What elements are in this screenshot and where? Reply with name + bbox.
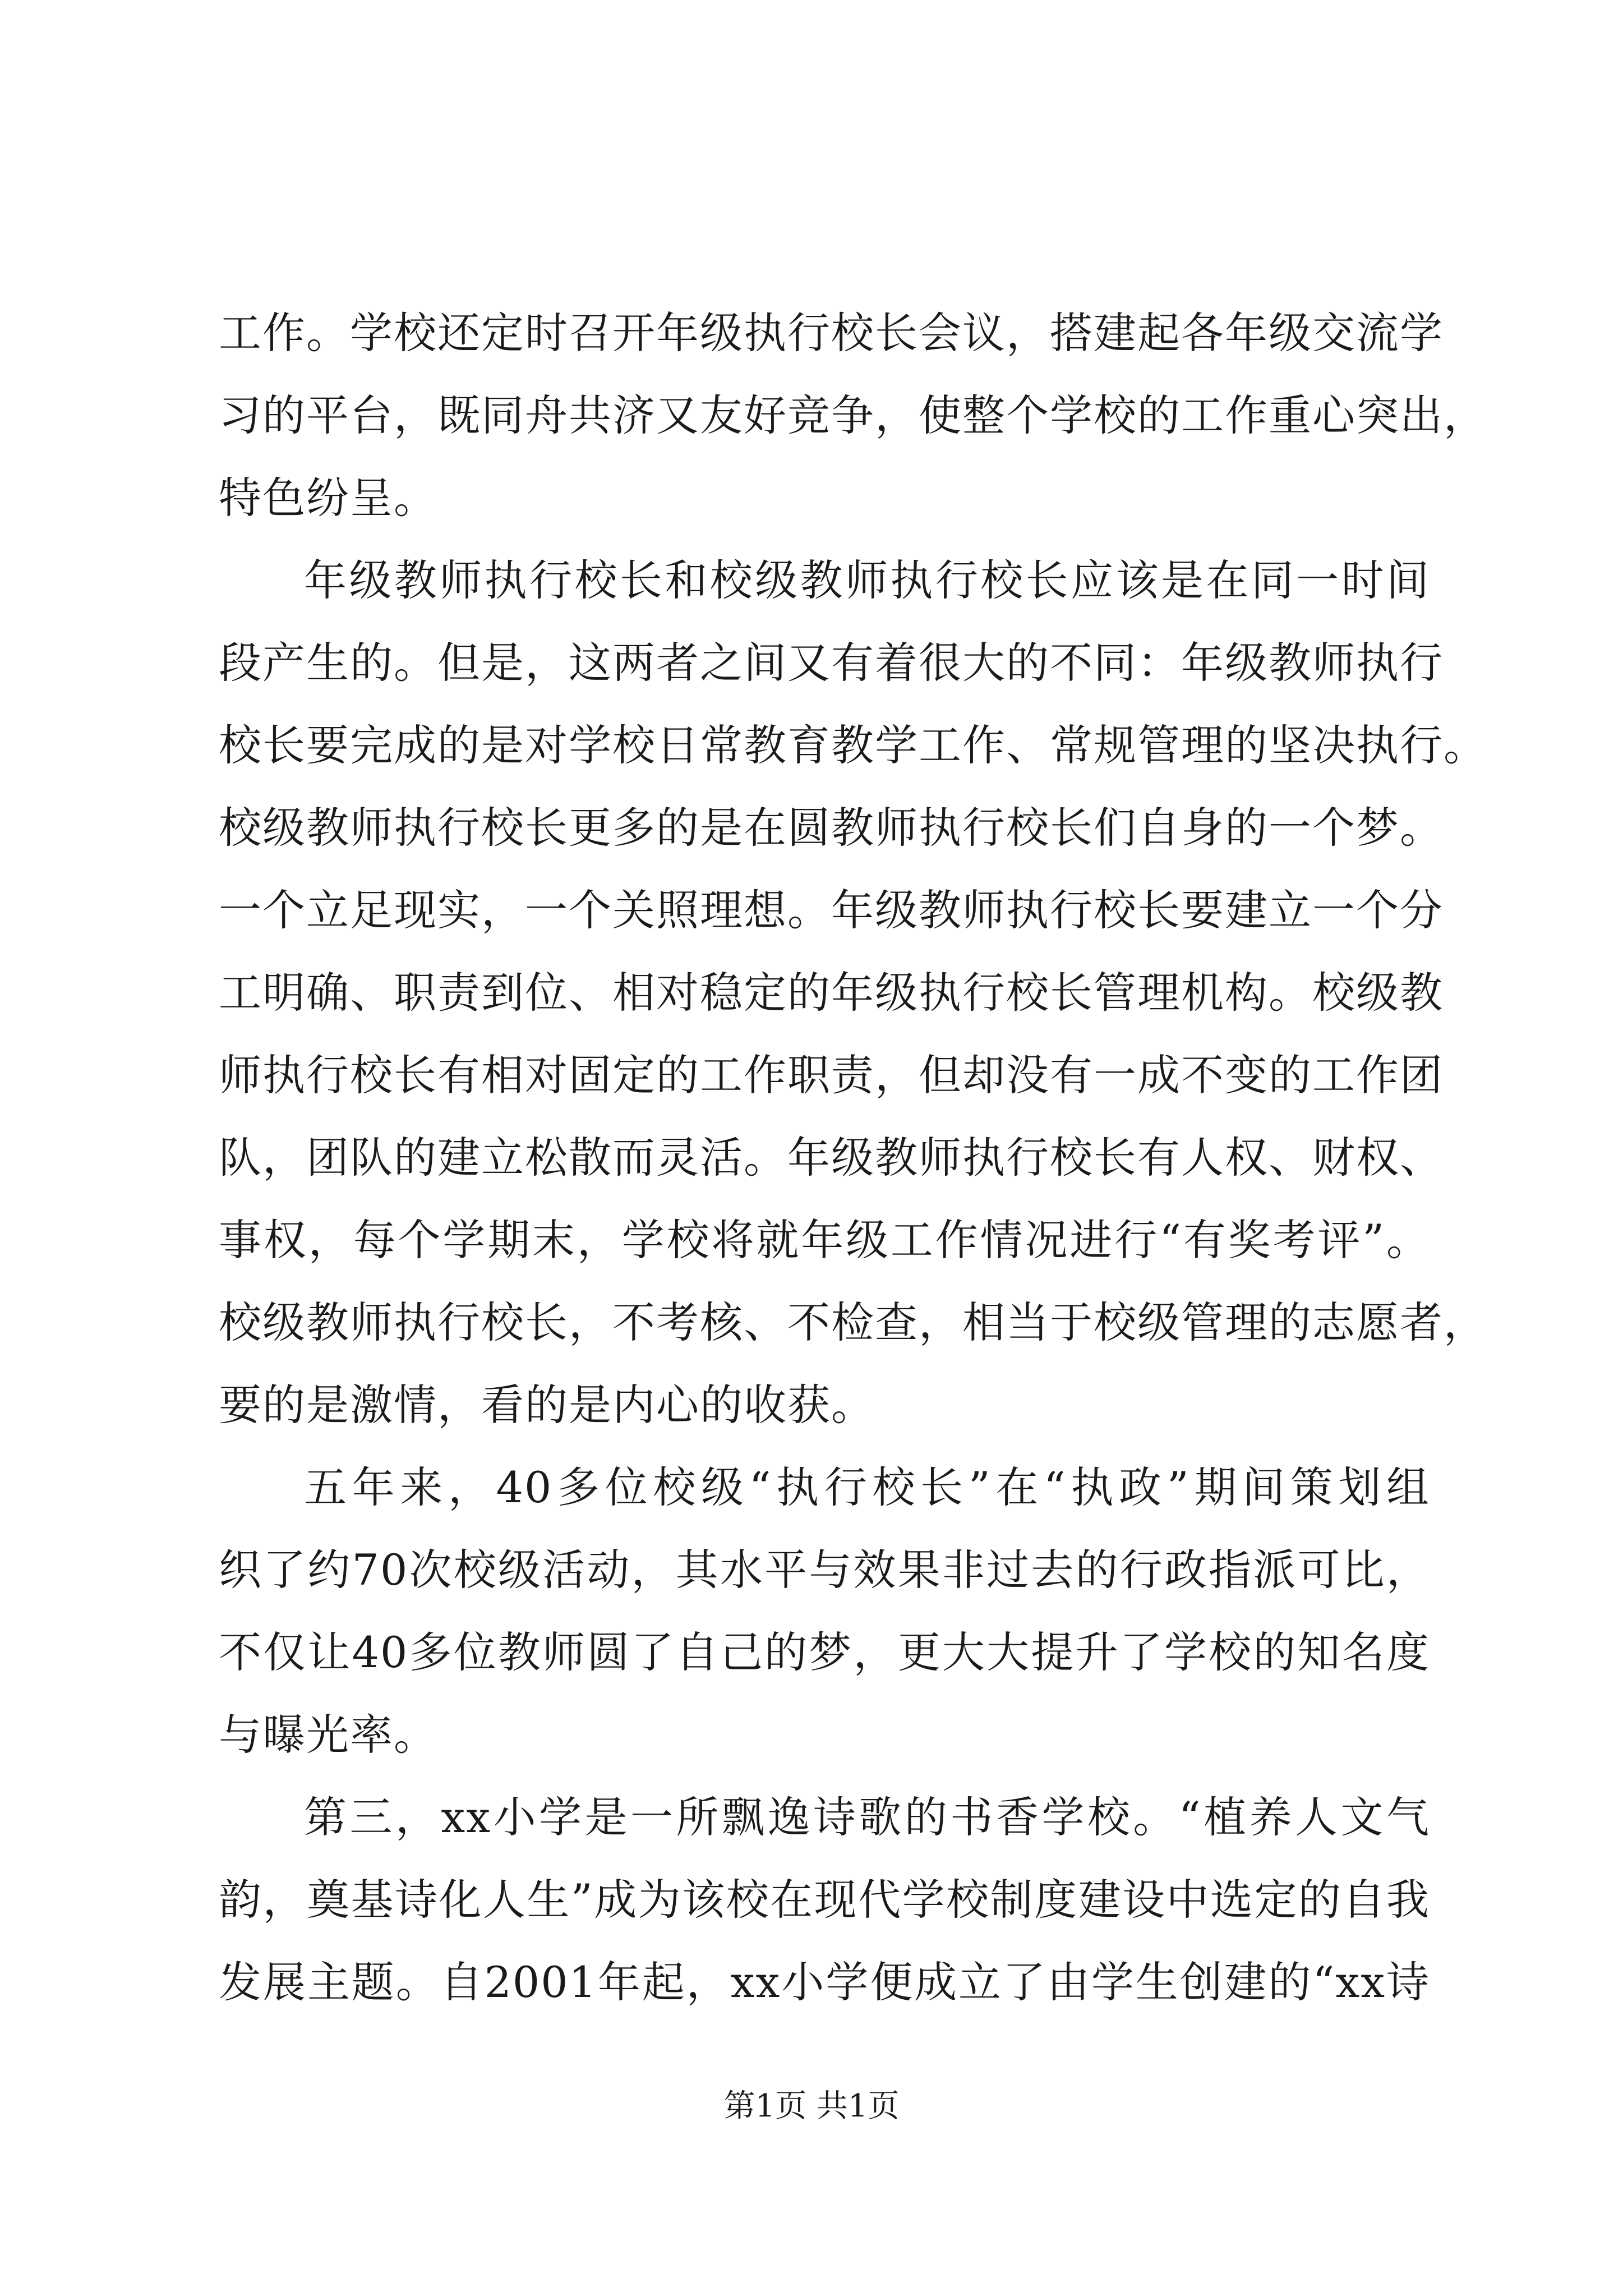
text-line: 习的平台，既同舟共济又友好竞争，使整个学校的工作重心突出， [219,390,1487,440]
text-line: 年级教师执行校长和校级教师执行校长应该是在同一时间 [304,555,1430,605]
text-line: 特色纷呈。 [219,473,437,523]
text-line: 队，团队的建立松散而灵活。年级教师执行校长有人权、财权、 [219,1133,1444,1182]
text-line: 第三，xx小学是一所飘逸诗歌的书香学校。“植养人文气 [304,1792,1430,1842]
text-line: 段产生的。但是，这两者之间又有着很大的不同：年级教师执行 [219,638,1444,688]
text-line: 事权，每个学期末，学校将就年级工作情况进行“有奖考评”。 [219,1215,1430,1265]
text-line: 一个立足现实，一个关照理想。年级教师执行校长要建立一个分 [219,885,1444,935]
text-line: 织了约70次校级活动，其水平与效果非过去的行政指派可比， [219,1545,1430,1595]
text-line: 工作。学校还定时召开年级执行校长会议，搭建起各年级交流学 [219,308,1444,358]
text-line: 工明确、职责到位、相对稳定的年级执行校长管理机构。校级教 [219,968,1444,1018]
document-body [219,292,1487,2023]
text-line: 五年来，40多位校级“执行校长”在“执政”期间策划组 [304,1462,1430,1512]
text-line: 发展主题。自2001年起，xx小学便成立了由学生创建的“xx诗 [219,1957,1430,2007]
text-line: 师执行校长有相对固定的工作职责，但却没有一成不变的工作团 [219,1050,1444,1100]
text-line: 与曝光率。 [219,1710,437,1760]
page-footer: 第1页 共1页 [723,2088,900,2124]
text-line: 不仅让40多位教师圆了自己的梦，更大大提升了学校的知名度 [219,1627,1430,1677]
text-line: 校长要完成的是对学校日常教育教学工作、常规管理的坚决执行。 [219,720,1487,770]
text-line: 要的是激情，看的是内心的收获。 [219,1380,875,1430]
text-line: 韵，奠基诗化人生”成为该校在现代学校制度建设中选定的自我 [219,1875,1430,1925]
text-line: 校级教师执行校长，不考核、不检查，相当于校级管理的志愿者， [219,1297,1487,1347]
text-line: 校级教师执行校长更多的是在圆教师执行校长们自身的一个梦。 [219,803,1444,853]
